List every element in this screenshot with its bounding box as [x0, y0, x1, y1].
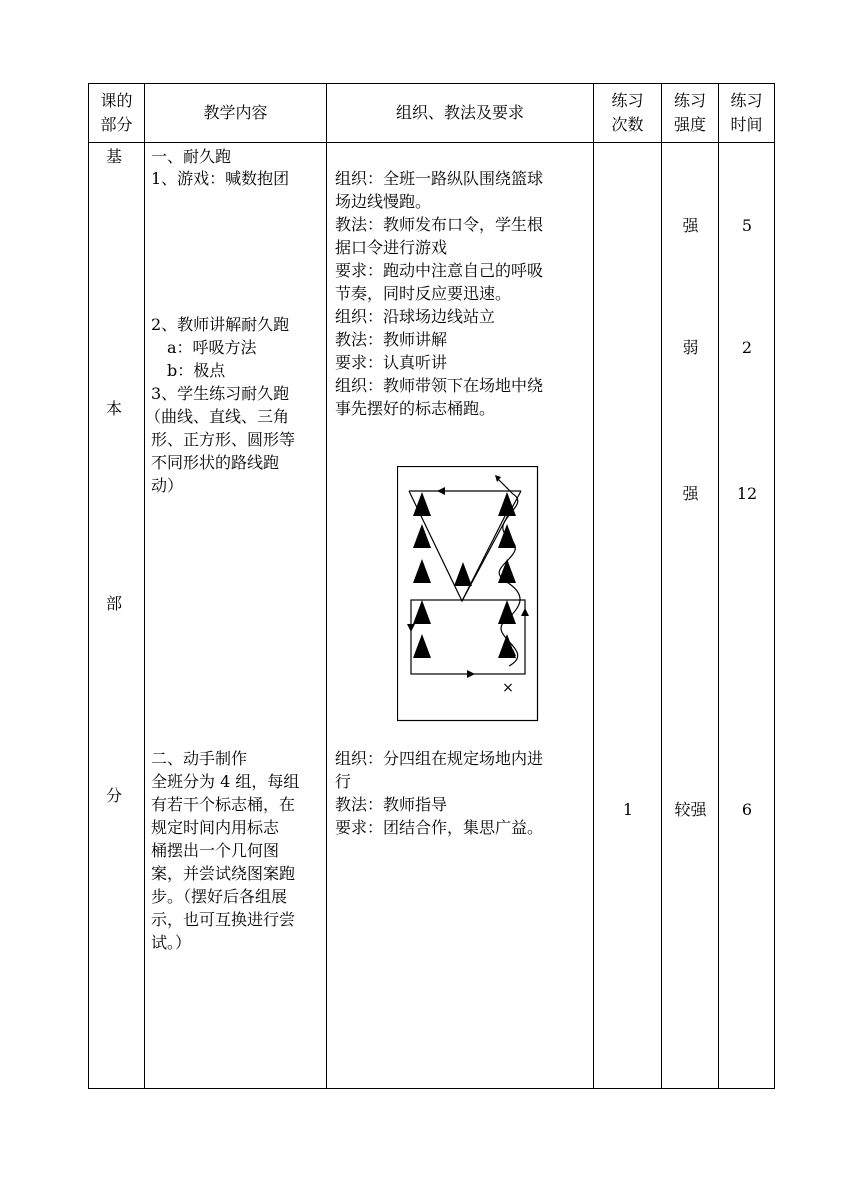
header-part-line1: 课的	[100, 91, 133, 110]
header-time-line2: 时间	[730, 115, 763, 134]
header-count	[594, 84, 662, 143]
method-line: 教法：教师指导	[335, 795, 448, 814]
intensity-value: 强	[682, 484, 699, 503]
cone-icon	[413, 634, 431, 658]
content-line: 1、游戏：喊数抱团	[151, 169, 290, 188]
content-line: 全班分为 4 组，每组	[151, 772, 300, 791]
lesson-plan-table	[88, 83, 775, 1089]
time-value: 5	[741, 216, 753, 235]
content-line: （曲线、直线、三角	[145, 407, 290, 426]
time-value: 12	[736, 484, 758, 503]
header-count-line1: 练习	[611, 91, 644, 110]
arrow-icon	[467, 670, 475, 678]
part-cell	[89, 143, 145, 1089]
arrow-icon	[437, 487, 445, 495]
method-line: 据口令进行游戏	[335, 238, 448, 257]
content-line: 示，也可互换进行尝	[151, 910, 296, 929]
intensity-value: 强	[682, 216, 699, 235]
content-line: 有若干个标志桶，在	[151, 795, 296, 814]
header-intensity-line1: 练习	[673, 91, 706, 110]
cone-icon	[498, 492, 516, 516]
main-section-row	[89, 143, 775, 1089]
cone-icon	[413, 600, 431, 624]
method-line: 要求：认真听讲	[335, 353, 448, 372]
method-line: 教法：教师发布口令，学生根	[335, 215, 544, 234]
header-part	[89, 84, 145, 143]
header-content: 教学内容	[145, 84, 327, 143]
header-method: 组织、教法及要求	[327, 84, 594, 143]
cone-icon	[413, 524, 431, 548]
method-line: 组织：分四组在规定场地内进	[335, 749, 544, 768]
content-line: a：呼吸方法	[167, 338, 257, 357]
method-line: 要求：团结合作，集思广益。	[335, 818, 544, 837]
start-marker: ×	[502, 680, 514, 696]
time-value: 6	[741, 800, 753, 819]
arrow-icon	[407, 624, 415, 632]
header-part-line2: 部分	[100, 115, 133, 134]
intensity-value: 弱	[682, 338, 699, 357]
method-line: 组织：教师带领下在场地中绕	[335, 376, 544, 395]
intensity-cell	[662, 143, 719, 1089]
part-char: 本	[106, 399, 123, 418]
content-line: 2、教师讲解耐久跑	[151, 315, 290, 334]
header-intensity	[662, 84, 719, 143]
method-line: 节奏，同时反应要迅速。	[335, 284, 512, 303]
content-line: b：极点	[167, 361, 226, 380]
method-line: 行	[335, 772, 352, 791]
content-line: 步。（摆好后各组展	[151, 887, 288, 906]
part-char: 基	[106, 147, 123, 166]
content-line: 形、正方形、圆形等	[151, 430, 296, 449]
content-line: 一、耐久跑	[151, 147, 232, 166]
cone-icon	[413, 559, 431, 583]
method-line: 教法：教师讲解	[335, 330, 448, 349]
header-intensity-line2: 强度	[673, 115, 706, 134]
time-value: 2	[741, 338, 753, 357]
cone-icon	[498, 559, 516, 583]
method-line: 组织：全班一路纵队围绕篮球	[335, 169, 544, 188]
header-time	[719, 84, 775, 143]
intensity-value: 较强	[674, 800, 707, 819]
content-cell	[145, 143, 327, 1089]
diagonal-route	[462, 512, 507, 601]
content-line: 不同形状的路线跑	[151, 453, 280, 472]
count-cell	[594, 143, 662, 1089]
header-row	[89, 84, 775, 143]
running-route-diagram	[397, 466, 541, 724]
content-line: 桶摆出一个几何图	[151, 841, 280, 860]
content-line: 试。）	[151, 933, 192, 952]
method-line: 事先摆好的标志桶跑。	[335, 399, 496, 418]
part-char: 分	[106, 786, 123, 805]
time-cell	[719, 143, 775, 1089]
part-char: 部	[106, 594, 123, 613]
header-count-line2: 次数	[611, 115, 644, 134]
header-time-line1: 练习	[730, 91, 763, 110]
content-line: 案，并尝试绕图案跑	[151, 864, 296, 883]
content-line: 二、动手制作	[151, 749, 248, 768]
method-line: 场边线慢跑。	[335, 192, 432, 211]
arrow-icon	[521, 608, 529, 616]
content-line: 3、学生练习耐久跑	[151, 384, 290, 403]
cone-icon	[498, 600, 516, 624]
content-line: 动）	[151, 476, 184, 495]
cone-icon	[454, 562, 472, 586]
method-line: 组织：沿球场边线站立	[335, 307, 496, 326]
method-line: 要求：跑动中注意自己的呼吸	[335, 261, 544, 280]
count-value: 1	[622, 800, 634, 819]
content-line: 规定时间内用标志	[151, 818, 280, 837]
method-cell	[327, 143, 594, 1089]
